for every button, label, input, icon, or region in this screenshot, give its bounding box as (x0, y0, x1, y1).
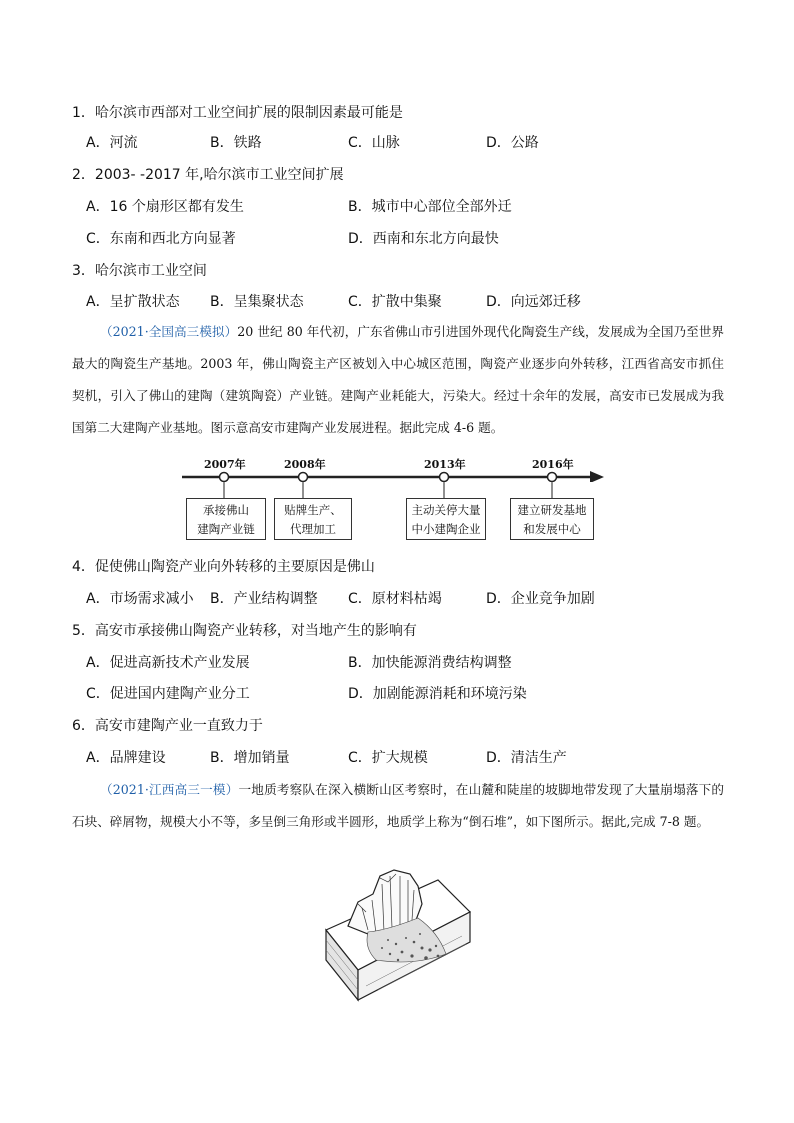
q6-option-b[interactable]: B．增加销量 (210, 750, 290, 766)
q4-option-d[interactable]: D．企业竞争加剧 (486, 591, 595, 607)
q2-option-b[interactable]: B．城市中心部位全部外迁 (348, 199, 512, 215)
question-6-stem: 6．高安市建陶产业一直致力于 (72, 718, 263, 734)
q3-option-b[interactable]: B．呈集聚状态 (210, 294, 304, 310)
timeline-event-box (274, 498, 352, 540)
q3-option-c[interactable]: C．扩散中集聚 (348, 294, 442, 310)
question-3-stem: 3．哈尔滨市工业空间 (72, 263, 207, 279)
q4-option-b[interactable]: B．产业结构调整 (210, 591, 318, 607)
q3-option-d[interactable]: D．向远郊迁移 (486, 294, 581, 310)
q1-option-a[interactable]: A．河流 (86, 135, 138, 151)
q1-option-b[interactable]: B．铁路 (210, 135, 262, 151)
timeline-year: 2016年 (532, 458, 574, 471)
q5-option-b[interactable]: B．加快能源消费结构调整 (348, 655, 512, 671)
q1-option-d[interactable]: D．公路 (486, 135, 539, 151)
q2-option-c[interactable]: C．东南和西北方向显著 (86, 231, 236, 247)
event-line: 承接佛山 (203, 503, 249, 517)
passage-text: 一地质考察队在深入横断山区考察时，在山麓和陡崖的坡脚地带发现了大量崩塌落下的石块、碎屑物，规模大小不等，多呈倒三角形或半圆形，地质学上称为“倒石堆”，如下图所示。据此,完成 7-8 题。 (72, 782, 724, 829)
event-line: 建陶产业链 (197, 522, 255, 536)
talus-cone-illustration (318, 868, 478, 1008)
event-line: 贴牌生产、 (284, 503, 342, 517)
timeline-year: 2013年 (424, 458, 466, 471)
timeline-event-box (186, 498, 266, 540)
q5-option-a[interactable]: A．促进高新技术产业发展 (86, 655, 250, 671)
question-1-stem: 1．哈尔滨市西部对工业空间扩展的限制因素最可能是 (72, 105, 403, 121)
timeline-event-box (406, 498, 486, 540)
question-5-stem: 5．高安市承接佛山陶瓷产业转移，对当地产生的影响有 (72, 623, 417, 639)
q2-option-a[interactable]: A．16 个扇形区都有发生 (86, 199, 244, 215)
q4-option-a[interactable]: A．市场需求减小 (86, 591, 194, 607)
q6-option-a[interactable]: A．品牌建设 (86, 750, 166, 766)
event-line: 主动关停大量 (411, 503, 481, 517)
passage-ceramics (72, 316, 724, 444)
question-4-stem: 4．促使佛山陶瓷产业向外转移的主要原因是佛山 (72, 559, 375, 575)
passage-source-label: （2021·江西高三一模） (100, 782, 239, 797)
passage-source-label: （2021·全国高三模拟） (100, 324, 238, 339)
timeline-year: 2008年 (284, 458, 326, 471)
timeline-event-box (510, 498, 594, 540)
q6-option-d[interactable]: D．清洁生产 (486, 750, 567, 766)
event-line: 和发展中心 (523, 522, 581, 536)
passage-text: 20 世纪 80 年代初，广东省佛山市引进国外现代化陶瓷生产线，发展成为全国乃至世界最大的陶瓷生产基地。2003 年，佛山陶瓷主产区被划入中心城区范围，陶瓷产业逐步向外转移，江西省高安市抓住契机，引入了佛山的建陶（建筑陶瓷）产业链。建陶产业耗能大，污染大。经过十余年的发展，高安市已发展成为我国第二大建陶产业基地。图示意高安市建陶产业发展进程。据此完成 4-6 题。 (72, 324, 724, 435)
q1-option-c[interactable]: C．山脉 (348, 135, 400, 151)
q4-option-c[interactable]: C．原材料枯竭 (348, 591, 442, 607)
event-line: 代理加工 (290, 522, 336, 536)
q5-option-c[interactable]: C．促进国内建陶产业分工 (86, 686, 250, 702)
question-2-stem: 2．2003- -2017 年,哈尔滨市工业空间扩展 (72, 167, 344, 183)
q6-option-c[interactable]: C．扩大规模 (348, 750, 428, 766)
timeline-figure (180, 452, 610, 542)
q2-option-d[interactable]: D．西南和东北方向最快 (348, 231, 499, 247)
q3-option-a[interactable]: A．呈扩散状态 (86, 294, 180, 310)
timeline-year: 2007年 (204, 458, 246, 471)
event-line: 建立研发基地 (517, 503, 587, 517)
q5-option-d[interactable]: D．加剧能源消耗和环境污染 (348, 686, 527, 702)
passage-talus (72, 774, 724, 838)
event-line: 中小建陶企业 (411, 522, 481, 536)
